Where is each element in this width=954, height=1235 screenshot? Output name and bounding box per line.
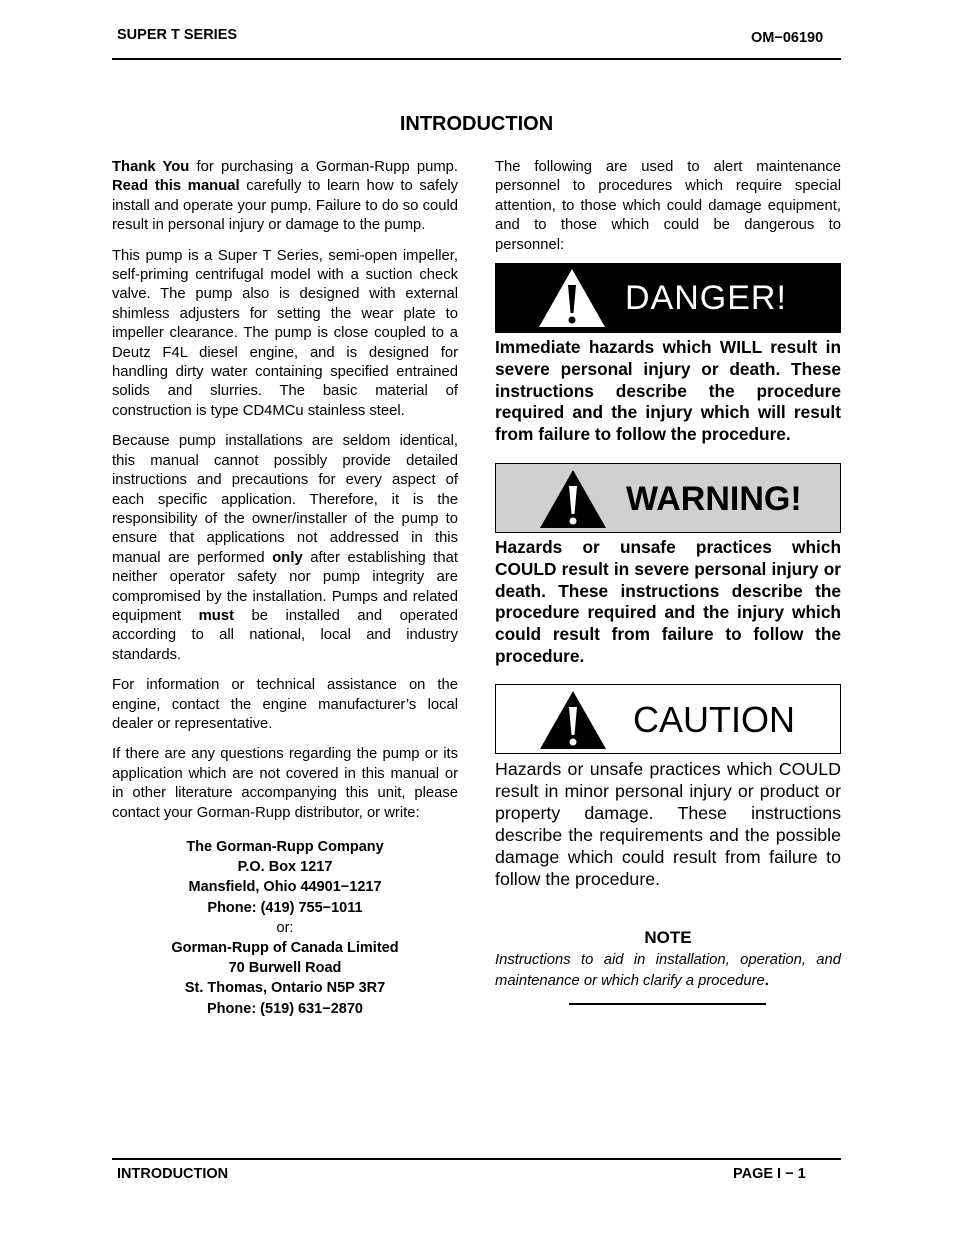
footer-rule <box>112 1158 841 1160</box>
warning-label-box <box>495 463 841 533</box>
must-bold: must <box>198 607 234 624</box>
danger-description: Immediate hazards which WILL result in severe personal injury or death. These instructions describe the procedure required and the injury which will result from failure to follow the procedure. <box>495 337 841 445</box>
warning-triangle-icon <box>538 468 608 530</box>
note-rule <box>569 1003 766 1005</box>
installation-paragraph <box>112 432 458 665</box>
footer-section: INTRODUCTION <box>117 1166 229 1182</box>
address-canada-city: St. Thomas, Ontario N5P 3R7 <box>184 980 386 997</box>
address-company: The Gorman-Rupp Company <box>186 839 384 855</box>
pump-description-paragraph: This pump is a Super T Series, semi-open impeller, self-priming centrifugal model with a suction check valve. The pump also is designed with external shimless adjusters for setting the wear plate to impeller clearance. The pump is close coupled to a Deutz F4L diesel engine, and is designed for handling dirty water containing specified entrained solids and slurries. The basic material of construction is type CD4MCu stainless steel. <box>112 247 458 419</box>
installation-text-2: after establishing that neither operator safety nor pump integrity are compromised by the installation. Pumps and related equipment <box>112 549 458 624</box>
address-canada-street: 70 Burwell Road <box>228 960 342 977</box>
note-text <box>495 950 841 991</box>
header-doc-number: OM−06190 <box>751 30 824 46</box>
thanks-text-1: for purchasing a Gorman-Rupp pump. <box>189 159 458 175</box>
right-column <box>495 158 841 266</box>
address-or: or: <box>276 919 294 936</box>
note-title: NOTE <box>644 928 692 947</box>
page-title: INTRODUCTION <box>399 113 554 135</box>
questions-paragraph: If there are any questions regarding the pump or its application which are not covered in this manual or in other literature accompanying this unit, please contact your Gorman-Rupp distributor, or write: <box>112 746 458 821</box>
footer-page-number: PAGE I − 1 <box>733 1166 806 1182</box>
warning-triangle-icon <box>537 267 607 329</box>
thank-you-bold: Thank You <box>112 159 190 175</box>
header-series: SUPER T SERIES <box>117 27 238 43</box>
installation-text-1: Because pump installations are seldom identical, this manual cannot possibly provide detailed instructions and precautions for every aspect of each specific application. Therefore, it is the responsibility of the owner/installer of the pump to ensure that applications not addressed in this manual are performed <box>112 433 458 566</box>
address-canada-company: Gorman-Rupp of Canada Limited <box>171 940 399 957</box>
address-canada-phone: Phone: (519) 631−2870 <box>207 1000 363 1017</box>
note-text-body: Instructions to aid in installation, operation, and maintenance or which clarify a procedure <box>495 952 841 989</box>
installation-text-3: be installed and operated according to all national, local and industry standards. <box>112 607 458 663</box>
danger-label: DANGER! <box>625 279 787 317</box>
warning-triangle-icon <box>538 689 608 751</box>
warning-label: WARNING! <box>626 480 802 518</box>
danger-label-box <box>495 263 841 333</box>
caution-description: Hazards or unsafe practices which COULD result in minor personal injury or product or property damage. These instructions describe the requirements and the possible damage which could result from failure to follow the procedure. <box>495 759 841 889</box>
thanks-paragraph <box>112 158 458 236</box>
alerts-intro-paragraph: The following are used to alert maintenance personnel to procedures which require special attention, to those which could damage equipment, and to those which could be dangerous to personnel: <box>495 159 841 253</box>
engine-info-paragraph: For information or technical assistance on the engine, contact the engine manufacturer’s local dealer or representative. <box>112 677 458 732</box>
caution-label: CAUTION <box>633 699 795 740</box>
thanks-text-2: carefully to learn how to safely install and operate your pump. Failure to do so could result in personal injury or damage to the pump. <box>112 178 459 234</box>
only-bold: only <box>272 549 303 566</box>
read-manual-bold: Read this manual <box>112 178 240 195</box>
note-period: . <box>764 972 769 989</box>
warning-description: Hazards or unsafe practices which COULD result in severe personal injury or death. These instructions describe the procedure required and the injury which could result from failure to follow the procedure. <box>495 537 841 666</box>
address-city: Mansfield, Ohio 44901−1217 <box>188 879 382 896</box>
caution-label-box <box>495 684 841 754</box>
header-rule <box>112 58 841 60</box>
address-po-box: P.O. Box 1217 <box>237 859 333 876</box>
address-block <box>112 837 458 1019</box>
left-column <box>112 158 458 1019</box>
address-phone: Phone: (419) 755−1011 <box>207 899 363 916</box>
